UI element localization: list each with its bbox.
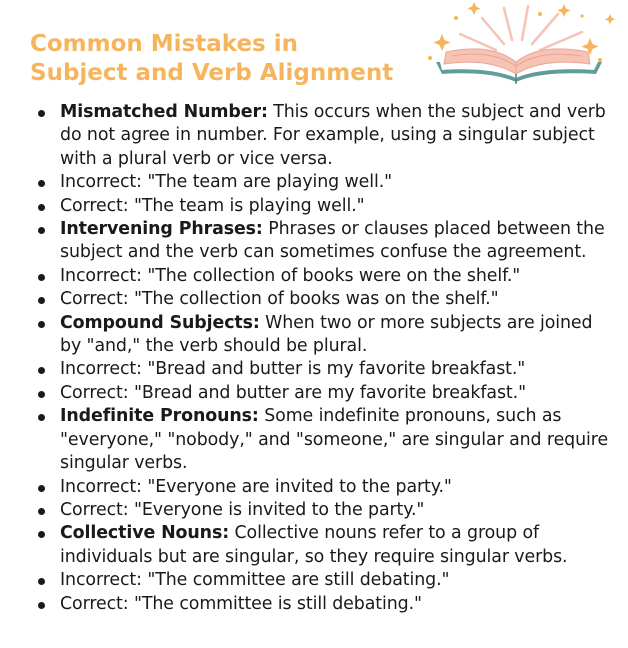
item-text: Incorrect: "Bread and butter is my favorite breakfast." <box>60 359 526 380</box>
list-item <box>30 265 618 288</box>
item-text: Correct: "Bread and butter are my favorite breakfast." <box>60 382 526 403</box>
item-text: When two or more subjects are joined by "and," the verb should be plural. <box>60 312 593 357</box>
list-item <box>30 195 618 218</box>
list-item <box>30 171 618 194</box>
item-term: Collective Nouns: <box>60 523 230 544</box>
mistakes-list <box>30 101 618 616</box>
item-text: This occurs when the subject and verb do not agree in number. For example, using a singular subject with a plural verb or vice versa. <box>60 102 606 169</box>
title-line-1: Common Mistakes in <box>30 31 299 57</box>
list-item <box>30 405 618 475</box>
list-item <box>30 499 618 522</box>
list-item <box>30 358 618 381</box>
list-item <box>30 312 618 359</box>
list-item <box>30 476 618 499</box>
item-text: Correct: "The team is playing well." <box>60 195 365 216</box>
list-item <box>30 101 618 171</box>
item-text: Phrases or clauses placed between the subject and the verb can sometimes confuse the agreement. <box>60 219 605 263</box>
open-book-icon <box>412 0 628 96</box>
item-text: Incorrect: "The committee are still debating." <box>60 570 450 591</box>
item-term: Mismatched Number: <box>60 102 268 122</box>
item-term: Compound Subjects: <box>60 312 260 333</box>
item-term: Indefinite Pronouns: <box>60 406 259 427</box>
list-item <box>30 593 618 616</box>
item-text: Correct: "Everyone is invited to the party." <box>60 499 425 520</box>
list-item <box>30 288 618 311</box>
item-term: Intervening Phrases: <box>60 219 263 240</box>
item-text: Incorrect: "The collection of books were on the shelf." <box>60 265 521 286</box>
list-item <box>30 382 618 405</box>
title-line-2: Subject and Verb Alignment <box>30 60 394 86</box>
item-text: Incorrect: "The team are playing well." <box>60 172 393 193</box>
list-item <box>30 218 618 265</box>
item-text: Collective nouns refer to a group of individuals but are singular, so they require singular verbs. <box>60 523 568 567</box>
item-text: Correct: "The collection of books was on the shelf." <box>60 289 499 310</box>
page-title <box>30 30 393 88</box>
item-text: Incorrect: "Everyone are invited to the party." <box>60 476 452 497</box>
list-item <box>30 569 618 592</box>
item-text: Some indefinite pronouns, such as "everyone," "nobody," and "someone," are singular and require singular verbs. <box>60 406 609 474</box>
item-text: Correct: "The committee is still debating." <box>60 593 422 614</box>
list-item <box>30 522 618 569</box>
